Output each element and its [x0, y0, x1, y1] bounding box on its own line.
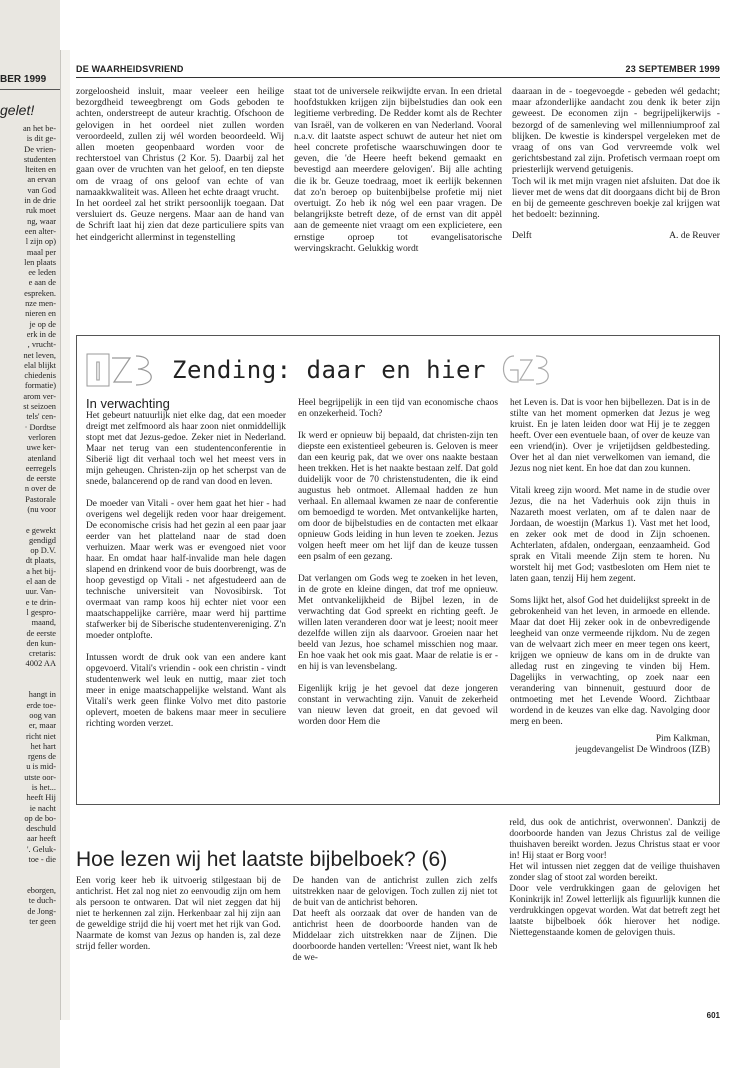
- adjacent-page-line: rgens de: [28, 752, 56, 762]
- text-block: [293, 876, 498, 964]
- adjacent-page-rule: [0, 89, 60, 90]
- publication-name: DE WAARHEIDSVRIEND: [76, 64, 184, 74]
- text-block: [294, 86, 502, 254]
- paragraph: Vitali kreeg zijn woord. Met name in de studie over Jezus, die na het Vaderhuis ook zijn thuis in Nazareth moest verlaten, om af te dalen naar de Jordaan, de woestijn (Markus 1). Vast met het lood, en zeker ook met de dood in Zijn schoenen. Achterlaten, afdalen, ondergaan, eenzaamheid. God sprak en Vitali meende Zijn stem te horen. Nu worstelt hij met God; vastbesloten om Hem niet te laten gaan, tenzij Hij hem zegent.: [510, 486, 710, 584]
- adjacent-page-line: eborgen,: [27, 885, 56, 895]
- zending-signature: [510, 734, 710, 756]
- adjacent-page-line: atenland: [27, 453, 56, 463]
- adjacent-page-line: '. Geluk-: [27, 844, 56, 854]
- paragraph: Een vorig keer heb ik uitvoerig stilgestaan bij de antichrist. Het zal nog niet zo eenvoudig zijn om hem als persoon te ontwaren. Dat wil niet zeggen dat hij niet te herkennen zal zijn. Herkenbaar zal hij zijn aan de geweldige strijd die hij voert met het rijk van God. Naarmate de komst van Jezus op handen is, zal deze strijd feller worden.: [76, 876, 281, 952]
- adjacent-page-line: l gespro-: [26, 607, 56, 617]
- adjacent-page-line: studenten: [23, 154, 56, 164]
- paragraph: De handen van de antichrist zullen zich zelfs uitstrekken naar de gelovigen. Toch zullen zij niet tot de buit van de antichrist behoren.: [292, 876, 498, 908]
- zending-title: Zending: daar en hier: [172, 356, 486, 384]
- adjacent-page-line: op de bo-: [24, 813, 56, 823]
- adjacent-page-line: erk in de: [26, 329, 56, 339]
- review-continuation: [76, 86, 720, 338]
- paragraph: Ik werd er opnieuw bij bepaald, dat christen-zijn ten diepste een existentieel gebeuren is. Geloven is meer dan een keurig pak, dat we over ons naakte bestaan heen trekken. Het is het naakte bestaan zelf. Dat gold duidelijk voor de 70 christenstudenten, die ik eind augustus heb ontmoet. Allemaal hadden ze hun verhaal. En allemaal kwamen ze naar de conferentie om bemoedigd te worden. Met ontvankelijke harten, om door de bijbelstudies en de contacten met elkaar opnieuw Gods leiding in hun leven te zoeken. Jezus volgen heeft meer om het lijf dan de keuze tussen een psalm of een gezang.: [298, 431, 498, 562]
- adjacent-page-line: de Jong-: [27, 906, 56, 916]
- adjacent-page-line: ie nacht: [29, 803, 56, 813]
- adjacent-page-line: formatie): [24, 381, 56, 391]
- adjacent-page-line: ng, waar: [27, 216, 56, 226]
- revelation-article: [76, 818, 720, 964]
- paragraph: Het wil intussen niet zeggen dat de veilige thuishaven zonder slag of stoot zal worden bereikt.: [509, 862, 720, 883]
- adjacent-page-line: toe - die: [28, 855, 56, 865]
- article-column-2: [293, 876, 498, 964]
- adjacent-page-line: net leven,: [23, 350, 56, 360]
- adjacent-page-line: maal per: [26, 247, 56, 257]
- article-title: Hoe lezen wij het laatste bijbelboek? (6): [76, 848, 448, 871]
- zending-header: [86, 344, 710, 396]
- text-block: [509, 818, 720, 939]
- adjacent-page-line: Pastorale: [25, 494, 56, 504]
- paragraph: [86, 488, 286, 499]
- paragraph: Eigenlijk krijg je het gevoel dat deze jongeren constant in verwachting zijn. Vanuit de zekerheid van nieuw leven dat groeit, en dat gevoed wil worden door Hem die: [298, 684, 498, 727]
- adjacent-page-line: l zijn op): [25, 237, 56, 247]
- adjacent-page-line: op D.V.: [30, 546, 56, 556]
- adjacent-page-line: el aan de: [26, 577, 56, 587]
- paragraph: Soms lijkt het, alsof God het duidelijkst spreekt in de gebrokenheid van het leven, in armoede en ellende. Maar dat doet Hij zeker ook in de onbevredigende leegheid van onze vermeende rijkdom. Nu de zegen van de welvaart zich meer en meer tegen ons keert, krijgen we opnieuw de kans om in de drukte van alledag rust en zingeving te vinden bij Hem. Dagelijks in verwachting, op zoek naar een verandering van binnenuit, gestuurd door de ontmoeting met het Levende Woord. Zichtbaar wordend in de keuzes van elke dag. Navolging door merg en been.: [510, 596, 710, 727]
- adjacent-page-line: hangt in: [28, 690, 56, 700]
- adjacent-page-line: a het bij-: [26, 566, 56, 576]
- adjacent-page-fragments: [0, 124, 60, 927]
- adjacent-page-line: ter geen: [29, 916, 56, 926]
- paragraph: [86, 642, 286, 653]
- running-header: [76, 60, 720, 78]
- adjacent-page-line: is het...: [31, 783, 56, 792]
- adjacent-page-line: lteiten en: [25, 165, 56, 175]
- adjacent-page-line: van God: [27, 185, 56, 195]
- svg-text:GZB: GZB: [525, 389, 528, 390]
- adjacent-page-strip: [0, 0, 60, 1068]
- review-column-1: [76, 86, 284, 254]
- adjacent-page-line: dt plaats,: [25, 556, 56, 566]
- adjacent-page-line: nieren en: [25, 309, 56, 319]
- adjacent-page-line: maand,: [31, 618, 56, 628]
- adjacent-page-line: , vrucht-: [27, 340, 56, 350]
- adjacent-page-line: is dit ge-: [26, 134, 56, 144]
- adjacent-page-line: de eerste: [26, 474, 56, 484]
- adjacent-page-line: st seizoen: [23, 402, 56, 412]
- paragraph: reld, dus ook de antichrist, overwonnen'. Dankzij de doorboorde handen van Jezus Christus zal de veilige thuishaven bereikt worden. Jezus Christus staat er voor in! Hij staat er Borg voor!: [509, 818, 720, 861]
- signature-role: jeugdevangelist De Windroos (IZB): [575, 745, 710, 755]
- zending-column-1: [86, 398, 286, 756]
- paragraph: Dat heeft als oorzaak dat over de handen van de antichrist heen de doorboorde handen van de Middelaar zich uitstrekken naar de Zijnen. Die doorboorde handen vertellen: 'Vreest niet, want Ik heb de we-: [292, 909, 498, 963]
- zending-box: [76, 335, 720, 805]
- adjacent-page-line: De vrien-: [24, 144, 56, 154]
- adjacent-page-line: een alter-: [24, 226, 56, 236]
- paragraph: Het gebeurt natuurlijk niet elke dag, dat een moeder dreigt met zelfmoord als haar zoon niet onmiddellijk stopt met dat Jezus-gedoe. Zeker niet in Nederland. Maar net terug van een studentenconferentie in Siberië ligt dit verhaal toch wel het meest vers in mijn geheugen. Christen-zijn op het scherpst van de snede, balancerend op de rand van dood en leven.: [86, 411, 286, 487]
- adjacent-page-line: (nu voor: [27, 504, 56, 514]
- adjacent-page-line: [0, 865, 60, 875]
- review-place: Delft: [512, 230, 532, 242]
- page-gutter: [60, 50, 70, 1020]
- adjacent-page-line: an ervan: [27, 175, 56, 185]
- text-block: [86, 411, 286, 730]
- zending-column-3: [510, 398, 710, 756]
- paragraph: [298, 420, 498, 431]
- adjacent-page-word: gelet!: [0, 102, 35, 118]
- svg-text:I: I: [94, 356, 102, 386]
- adjacent-page-line: tels' cen-: [26, 412, 56, 422]
- adjacent-page-line: ruk moet: [25, 206, 56, 216]
- adjacent-page-line: uur. Van-: [25, 587, 56, 597]
- article-column-1: [76, 876, 281, 964]
- paragraph: Door vele verdrukkingen gaan de gelovigen het Koninkrijk in! Zowel letterlijk als figuurlijk kunnen die verdrukkingen opgevat worden. Wat dat betreft zegt het laatste bijbelboek óók hierover het nodige. Niettegenstaande komen de gelovigen thuis.: [509, 884, 720, 938]
- paragraph: [510, 585, 710, 596]
- adjacent-page-line: verloren: [28, 432, 56, 442]
- adjacent-page-line: chiedenis: [24, 371, 56, 381]
- adjacent-page-line: [0, 515, 60, 525]
- paragraph: [298, 563, 498, 574]
- paragraph: De moeder van Vitali - over hem gaat het hier - had overigens wel degelijk reden voor haar dreigement. De economische crisis had het gezin al een paar jaar eerder van het platteland naar de stad doen verhuizen. Maar werk was er evengoed niet voor haar. En omdat haar half-invalide man hele dagen slapend en drinkend voor de buis doorbrengt, was de hoop gevestigd op Vitali - net afgestudeerd aan de technische universiteit van Novosibirsk. Tot overmaat van ramp koos hij echter niet voor een maatschappelijke carrière, maar werd hij parttime stafwerker bij de Siberische studentenvereniging. Z'n moeder ontplofte.: [86, 499, 286, 641]
- adjacent-page-line: utste oor-: [24, 772, 56, 782]
- review-column-2: [294, 86, 502, 254]
- gzb-logo: [496, 350, 556, 390]
- adjacent-page-line: [0, 680, 60, 690]
- paragraph: [298, 673, 498, 684]
- text-block: [76, 86, 284, 243]
- adjacent-page-line: [0, 670, 60, 680]
- review-author: A. de Reuver: [669, 230, 720, 242]
- adjacent-page-line: 4002 AA: [25, 659, 56, 669]
- adjacent-page-line: in de drie: [24, 196, 56, 206]
- paragraph: daaraan in de - toegevoegde - gebeden wél gedacht; maar afzonderlijke aandacht zou denk ik beter zijn geweest. De economen zijn - begrijpelijkerwijs - bezorgd of de samenleving wel millenniumproof zal blijken. De kwestie is kinderspel vergeleken met de vraag of ons van God vervreemde volk wel gerichtsbestand zal zijn. Profetisch vermaan roept om priesterlijk wervend getuigenis.: [512, 86, 720, 176]
- adjacent-page-line: u is mid-: [26, 762, 56, 772]
- text-block: [512, 86, 720, 220]
- adjacent-page-line: e aan de: [28, 278, 56, 288]
- paragraph: [510, 475, 710, 486]
- issue-date: 23 SEPTEMBER 1999: [625, 64, 720, 74]
- paragraph: In het oordeel zal het strikt persoonlijk toegaan. Dat versluiert ds. Geuze nergens. Maar aan de hand van de Schrift laat hij zien dat deze particuliere spits van het eindgericht allerminst in tegenstelling: [76, 198, 284, 243]
- article-column-3: [509, 818, 720, 964]
- adjacent-page-line: gendigd: [29, 535, 56, 545]
- adjacent-page-line: elal blijkt: [24, 360, 56, 370]
- paragraph: Intussen wordt de druk ook van een andere kant opgevoerd. Vitali's vriendin - ook een christin - vindt studentenwerk wel leuk en nuttig, maar ziet toch meer in enige maatschappelijke welstand. Want als Vitali's werk geen flinke Volvo met dito pastorie oplevert, moeten de bakens maar meer in seculiere richting worden verzet.: [86, 653, 286, 729]
- adjacent-page-line: oog van: [29, 710, 56, 720]
- adjacent-page-line: eerregels: [25, 463, 56, 473]
- adjacent-page-line: nze men-: [25, 299, 56, 309]
- svg-text:IZB: IZB: [124, 387, 126, 388]
- paragraph: Dat verlangen om Gods weg te zoeken in het leven, in de grote en kleine dingen, dat trof me opnieuw. Met ontvankelijkheid de Bijbel lezen, in de verwachting dat God spreekt en richting geeft. Je willen laten veranderen door wat je leest; nooit meer dezelfde willen zijn als daarvoor. Groeien naar het beeld van Jezus, hoe schamel misschien nog maar. En hoe vaak het ook mis gaat. Maar de relatie is er - en hij is van levensbelang.: [298, 574, 498, 672]
- text-block: [298, 398, 498, 728]
- magazine-page: [76, 60, 720, 1020]
- adjacent-page-line: · Dordtse: [24, 422, 56, 432]
- page-number: 601: [706, 1011, 720, 1020]
- paragraph: Heel begrijpelijk in een tijd van economische chaos en onzekerheid. Toch?: [298, 398, 498, 419]
- review-column-3: [512, 86, 720, 254]
- signature-name: Pim Kalkman,: [655, 734, 710, 744]
- paragraph: het Leven is. Dat is voor hen bijbellezen. Dat is in de stilte van het moment opmerken dat Jezus je weg kruist. En je laten leiden door wat Hij je te zeggen heeft. Over een eventuele baan, of over de keuze van een vriend(in). Over je vrijetijdsen geldbesteding. Over het al dan niet verwelkomen van iemand, die Jezus nog niet kent. En hoe dat dan zou kunnen.: [510, 398, 710, 474]
- adjacent-page-line: [0, 876, 60, 886]
- adjacent-page-line: de eerste: [26, 628, 56, 638]
- zending-column-2: [298, 398, 498, 756]
- paragraph: Toch wil ik met mijn vragen niet afsluiten. Dat doe ik liever met de wens dat dit doorgaans dicht bij de Bron en bij de gemeente geschreven boekje zal krijgen wat het bedoelt: bezinning.: [512, 175, 720, 221]
- adjacent-page-line: den kun-: [26, 638, 56, 648]
- review-signoff: [512, 230, 720, 241]
- adjacent-page-line: erde toe-: [26, 700, 56, 710]
- paragraph: zorgeloosheid insluit, maar veeleer een heilige bezorgdheid teweegbrengt om Gods geboden te achten, onderstreept de auteur krachtig. Ofschoon de gelovigen in het oordeel niet zullen worden veroordeeld, zullen zij wél worden beoordeeld. Wij allen moeten geopenbaard worden voor de rechterstoel van Christus (2 Kor. 5). Daarbij zal het gaan over de vruchten van het geloof, en ten diepste om de vraag of ons geloof van echte of van namaakkwaliteit was. Alleen het echte draagt vrucht.: [76, 86, 284, 198]
- adjacent-page-line: cretaris:: [29, 649, 56, 659]
- adjacent-page-line: espreken.: [24, 288, 56, 298]
- text-block: [510, 398, 710, 728]
- adjacent-page-line: e te drin-: [25, 597, 56, 607]
- adjacent-page-line: je op de: [29, 319, 56, 329]
- adjacent-page-line: ee leden: [28, 268, 56, 278]
- adjacent-page-line: e gewekt: [26, 525, 56, 535]
- zending-subhead: In verwachting: [86, 396, 170, 411]
- adjacent-page-line: aar heeft: [26, 834, 56, 844]
- adjacent-page-header: BER 1999: [0, 74, 47, 85]
- adjacent-page-line: len plaats: [24, 257, 56, 267]
- adjacent-page-line: n over de: [24, 484, 56, 494]
- text-block: [76, 876, 281, 953]
- adjacent-page-line: het hart: [30, 741, 56, 751]
- adjacent-page-line: heeft Hij: [26, 793, 56, 803]
- paragraph: staat tot de universele reikwijdte ervan. In een drietal hoofdstukken krijgen zijn bijbelstudies dan ook een legitieme verbreding. De Redder komt als de Rechter van Israël, van de volkeren en van Nederland. Vooral n.a.v. dit laatste aspect schuwt de auteur het niet om heel concrete profetische waarschuwingen door te geven, die 'de Heere heeft bekend gemaakt en bevestigd aan meerdere gelovigen'. Bij alle achting die ik br. Geuze toedraag, moet ik eerlijk bekennen dat zo'n beroep op buitenbijbelse profetie mij niet overtuigt. Zo heb ik nóg wel een paar vragen. De belangrijkste betreft deze, of de ernst van dit appèl aan de gemeente niet vraagt om een explicietere, een ernstige oproep tot evangelisatorische wervingskracht. Gelukkig wordt: [294, 86, 502, 254]
- adjacent-page-line: te duch-: [28, 896, 56, 906]
- adjacent-page-line: uwe ker-: [26, 443, 56, 453]
- adjacent-page-line: an het be-: [22, 124, 56, 133]
- izb-logo: [86, 352, 162, 388]
- adjacent-page-line: richt niet: [26, 731, 56, 741]
- adjacent-page-line: deschuld: [26, 824, 56, 834]
- adjacent-page-line: arom ver-: [23, 391, 56, 401]
- adjacent-page-line: er, maar: [28, 721, 56, 731]
